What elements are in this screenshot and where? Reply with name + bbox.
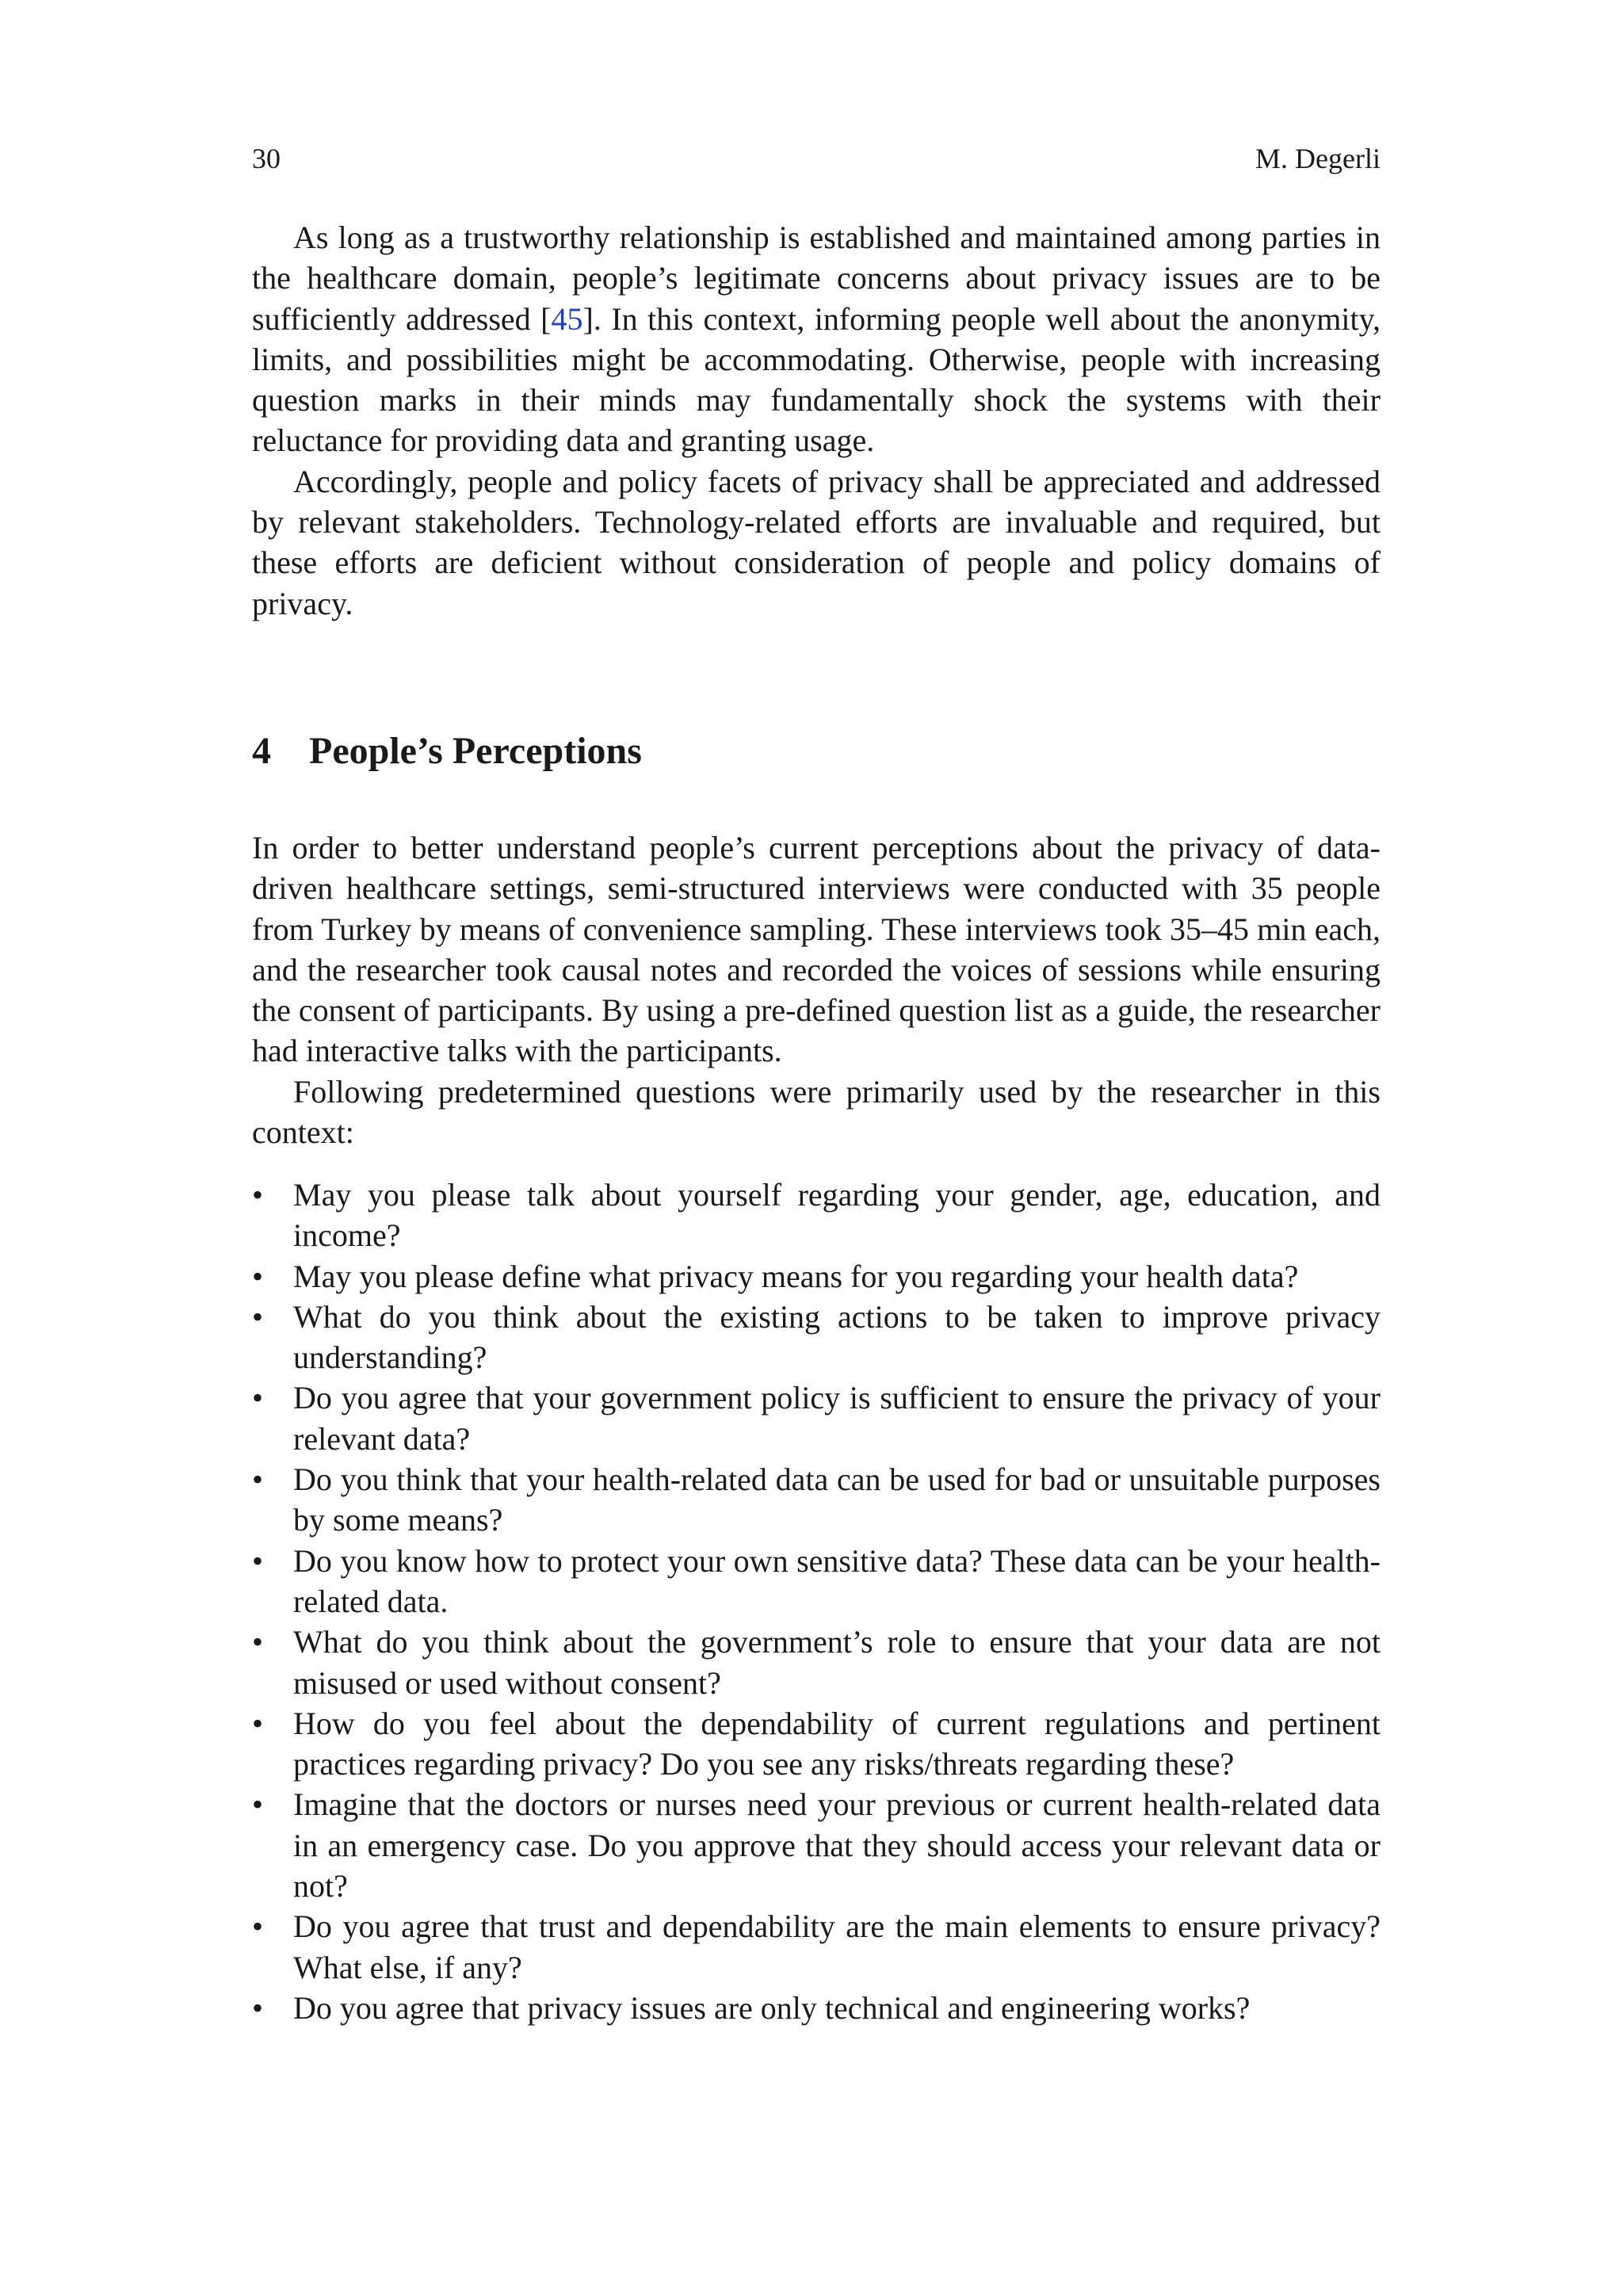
intro-paragraph-1-text-a: As long as a trustworthy relationship is established and maintained among parties in the healthcare domain, people’s legitimate concerns about privacy issues are to be sufficiently addressed [ xyxy=(252,220,1381,337)
bullet-icon: • xyxy=(252,1461,264,1498)
question-item xyxy=(252,1622,1381,1703)
section-heading xyxy=(252,726,1381,777)
section-paragraph-2: Following predetermined questions were primarily used by the researcher in this context: xyxy=(252,1073,1381,1151)
bullet-icon: • xyxy=(252,1258,264,1294)
question-text: Do you think that your health-related data can be used for bad or unsuitable purposes by some means? xyxy=(293,1461,1381,1538)
bullet-icon: • xyxy=(252,1542,264,1579)
question-text: May you please define what privacy means for you regarding your health data? xyxy=(293,1258,1299,1294)
intro-paragraph-2: Accordingly, people and policy facets of privacy shall be appreciated and addressed by relevant stakeholders. Technology-related efforts are invaluable and required, but these efforts are deficient without consideration of people and policy domains of privacy. xyxy=(252,463,1381,621)
bullet-icon: • xyxy=(252,1380,264,1416)
question-item xyxy=(252,1703,1381,1785)
question-item xyxy=(252,1377,1381,1459)
question-text: What do you think about the government’s role to ensure that your data are not misused or used without consent? xyxy=(293,1624,1381,1701)
intro-block xyxy=(252,217,1381,624)
intro-paragraph-1-text-b: ]. In this context, informing people well about the anonymity, limits, and possibilities might be accommodating. Otherwise, people with increasing question marks in their minds may fundamentally shock the systems with their reluctance for providing data and granting usage. xyxy=(252,300,1381,459)
bullet-icon: • xyxy=(252,1177,264,1213)
question-text: Do you agree that trust and dependability are the main elements to ensure privacy? What else, if any? xyxy=(293,1908,1381,1985)
section-body xyxy=(252,827,1381,1152)
section-title: People’s Perceptions xyxy=(309,730,642,772)
question-item xyxy=(252,1784,1381,1906)
question-item xyxy=(252,1541,1381,1622)
question-item xyxy=(252,1906,1381,1988)
bullet-icon: • xyxy=(252,1989,264,2026)
question-item xyxy=(252,1459,1381,1541)
bullet-icon: • xyxy=(252,1786,264,1823)
citation-link[interactable]: 45 xyxy=(551,300,583,337)
section-number: 4 xyxy=(252,730,271,772)
question-text: Imagine that the doctors or nurses need your previous or current health-related data in an emergency case. Do you approve that they should access your relevant data or not? xyxy=(293,1786,1381,1904)
page-number: 30 xyxy=(252,143,281,174)
question-list xyxy=(252,1175,1381,2028)
question-text: Do you know how to protect your own sensitive data? These data can be your health-related data. xyxy=(293,1542,1381,1619)
question-text: Do you agree that privacy issues are only technical and engineering works? xyxy=(293,1989,1251,2026)
bullet-icon: • xyxy=(252,1705,264,1741)
question-item xyxy=(252,1297,1381,1378)
bullet-icon: • xyxy=(252,1624,264,1660)
bullet-icon: • xyxy=(252,1298,264,1335)
question-text: Do you agree that your government policy is sufficient to ensure the privacy of your relevant data? xyxy=(293,1380,1381,1457)
question-text: May you please talk about yourself regarding your gender, age, education, and income? xyxy=(293,1177,1381,1254)
running-head-author: M. Degerli xyxy=(1255,143,1381,174)
question-item xyxy=(252,1256,1381,1297)
question-item xyxy=(252,1175,1381,1256)
section-paragraph-1: In order to better understand people’s current perceptions about the privacy of data-driven healthcare settings, semi-structured interviews were conducted with 35 people from Turkey by means of convenience sampling. These interviews took 35–45 min each, and the researcher took causal notes and recorded the voices of sessions while ensuring the consent of participants. By using a pre-defined question list as a guide, the researcher had interactive talks with the participants. xyxy=(252,830,1381,1069)
bullet-icon: • xyxy=(252,1908,264,1945)
intro-paragraph-1 xyxy=(252,217,1381,461)
question-text: What do you think about the existing actions to be taken to improve privacy understanding? xyxy=(293,1298,1381,1376)
question-item xyxy=(252,1988,1381,2028)
question-text: How do you feel about the dependability of current regulations and pertinent practices regarding privacy? Do you see any risks/threats regarding these? xyxy=(293,1705,1381,1782)
